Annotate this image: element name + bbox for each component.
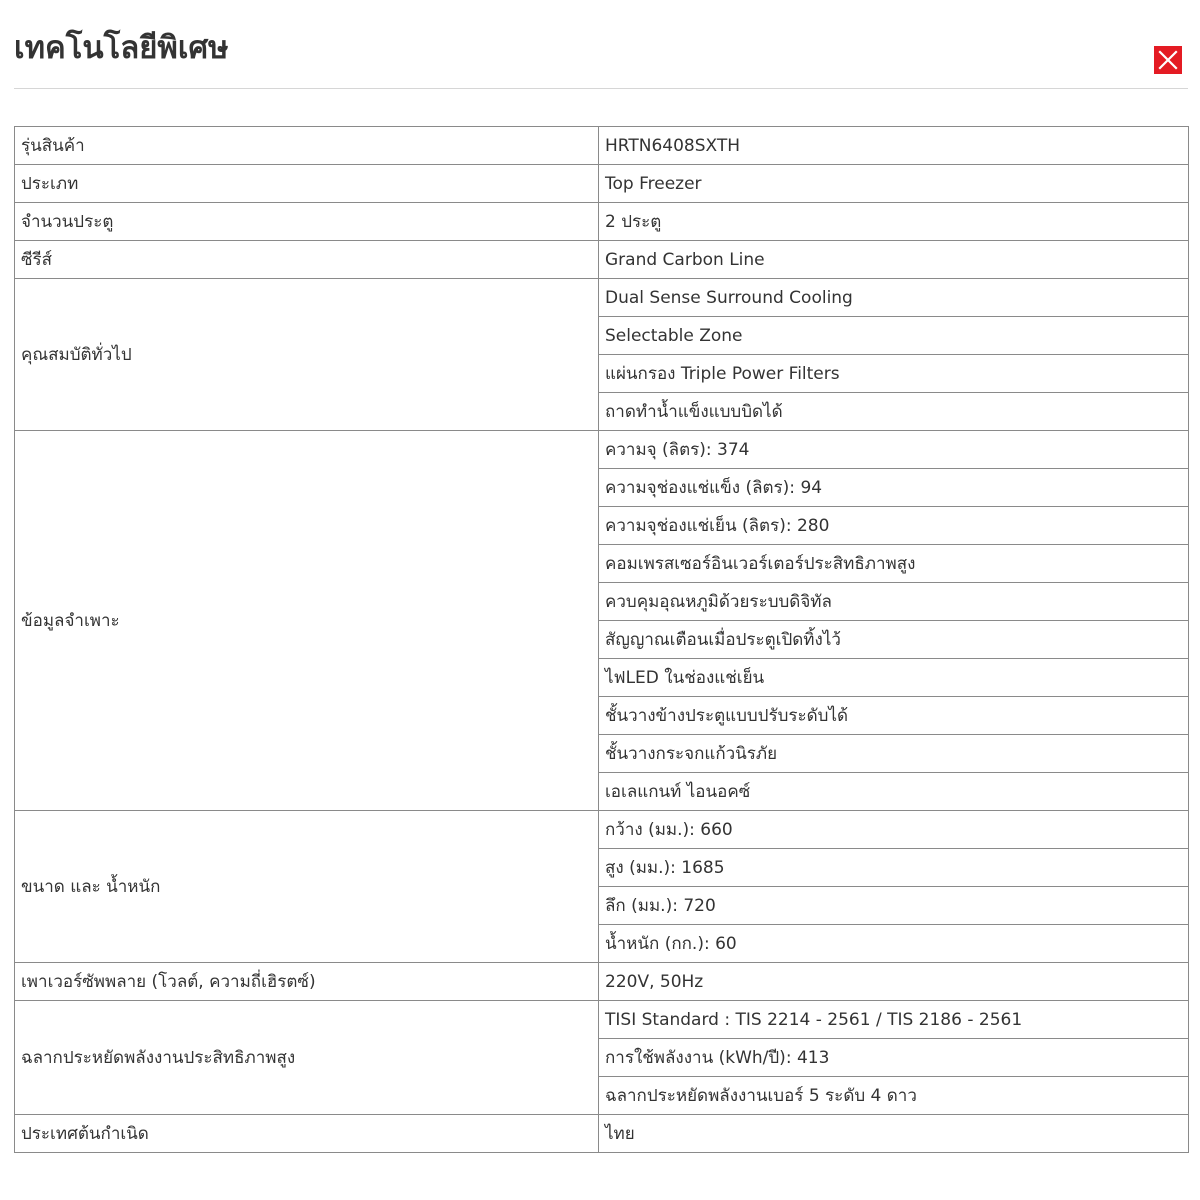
spec-value: ถาดทำน้ำแข็งแบบบิดได้ (599, 393, 1189, 431)
spec-label: จำนวนประตู (15, 203, 599, 241)
spec-table (14, 126, 1189, 1153)
spec-value: น้ำหนัก (กก.): 60 (599, 925, 1189, 963)
spec-value: ความจุ (ลิตร): 374 (599, 431, 1189, 469)
spec-label: ข้อมูลจำเพาะ (15, 431, 599, 811)
spec-value: 220V, 50Hz (599, 963, 1189, 1001)
close-button[interactable] (1154, 46, 1182, 74)
spec-label: คุณสมบัติทั่วไป (15, 279, 599, 431)
spec-value: ไฟLED ในช่องแช่เย็น (599, 659, 1189, 697)
spec-value: ควบคุมอุณหภูมิด้วยระบบดิจิทัล (599, 583, 1189, 621)
spec-value: คอมเพรสเซอร์อินเวอร์เตอร์ประสิทธิภาพสูง (599, 545, 1189, 583)
panel-header (14, 0, 1188, 89)
table-row (15, 241, 1189, 279)
spec-value: ความจุช่องแช่แข็ง (ลิตร): 94 (599, 469, 1189, 507)
spec-value: ความจุช่องแช่เย็น (ลิตร): 280 (599, 507, 1189, 545)
table-row (15, 279, 1189, 317)
spec-label: ฉลากประหยัดพลังงานประสิทธิภาพสูง (15, 1001, 599, 1115)
spec-value: Grand Carbon Line (599, 241, 1189, 279)
spec-table-body (15, 127, 1189, 1153)
table-row (15, 203, 1189, 241)
page-title: เทคโนโลยีพิเศษ (14, 30, 229, 66)
spec-value: ไทย (599, 1115, 1189, 1153)
spec-value: Dual Sense Surround Cooling (599, 279, 1189, 317)
spec-label: ประเภท (15, 165, 599, 203)
spec-label: เพาเวอร์ซัพพลาย (โวลต์, ความถี่เฮิรตซ์) (15, 963, 599, 1001)
spec-label: ประเทศต้นกำเนิด (15, 1115, 599, 1153)
spec-value: แผ่นกรอง Triple Power Filters (599, 355, 1189, 393)
spec-value: สูง (มม.): 1685 (599, 849, 1189, 887)
spec-value: Top Freezer (599, 165, 1189, 203)
table-row (15, 1115, 1189, 1153)
spec-value: HRTN6408SXTH (599, 127, 1189, 165)
spec-value: ฉลากประหยัดพลังงานเบอร์ 5 ระดับ 4 ดาว (599, 1077, 1189, 1115)
spec-label: ซีรีส์ (15, 241, 599, 279)
spec-value: Selectable Zone (599, 317, 1189, 355)
spec-value: TISI Standard : TIS 2214 - 2561 / TIS 2186 - 2561 (599, 1001, 1189, 1039)
spec-value: ลึก (มม.): 720 (599, 887, 1189, 925)
spec-label: ขนาด และ น้ำหนัก (15, 811, 599, 963)
spec-value: เอเลแกนท์ ไอนอคซ์ (599, 773, 1189, 811)
table-row (15, 963, 1189, 1001)
spec-label: รุ่นสินค้า (15, 127, 599, 165)
spec-value: 2 ประตู (599, 203, 1189, 241)
spec-value: ชั้นวางข้างประตูแบบปรับระดับได้ (599, 697, 1189, 735)
close-icon (1157, 49, 1179, 71)
table-row (15, 127, 1189, 165)
table-row (15, 811, 1189, 849)
spec-value: สัญญาณเตือนเมื่อประตูเปิดทิ้งไว้ (599, 621, 1189, 659)
table-row (15, 165, 1189, 203)
spec-value: กว้าง (มม.): 660 (599, 811, 1189, 849)
spec-value: ชั้นวางกระจกแก้วนิรภัย (599, 735, 1189, 773)
spec-value: การใช้พลังงาน (kWh/ปี): 413 (599, 1039, 1189, 1077)
table-row (15, 1001, 1189, 1039)
table-row (15, 431, 1189, 469)
